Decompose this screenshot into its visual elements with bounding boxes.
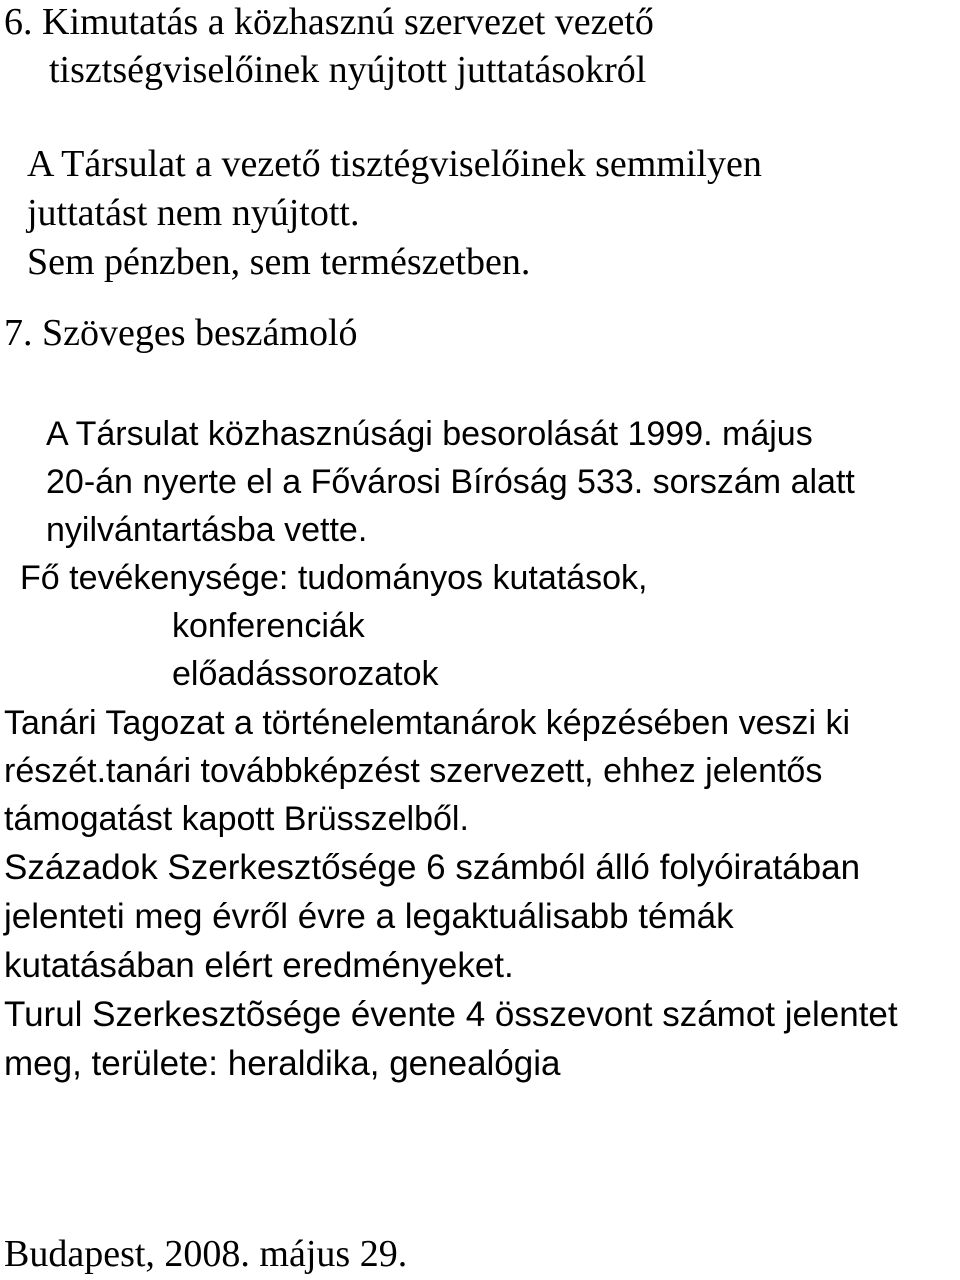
- main-activity-line: Fő tevékenysége: tudományos kutatások,: [20, 559, 648, 597]
- turul-line-2: meg, területe: heraldika, genealógia: [4, 1044, 561, 1083]
- activity-item-conferences: konferenciák: [172, 607, 365, 645]
- teachers-section-line-2: részét.tanári továbbképzést szervezett, ehhez jelentős: [4, 752, 823, 790]
- section-6-heading-line-2: tisztségviselőinek nyújtott juttatásokról: [49, 49, 647, 91]
- teachers-section-line-3: támogatást kapott Brüsszelből.: [4, 800, 469, 838]
- teachers-section-line-1: Tanári Tagozat a történelemtanárok képzésében veszi ki: [4, 704, 851, 742]
- section-6-body-line-2: juttatást nem nyújtott.: [27, 192, 360, 234]
- section-7-intro-line-1: A Társulat közhasznúsági besorolását 1999. május: [46, 415, 813, 453]
- place-and-date: Budapest, 2008. május 29.: [4, 1233, 408, 1275]
- section-6-heading-line-1: 6. Kimutatás a közhasznú szervezet vezető: [4, 1, 654, 43]
- section-7-intro-line-2: 20-án nyerte el a Fővárosi Bíróság 533. sorszám alatt: [46, 463, 855, 501]
- section-6-body-line-1: A Társulat a vezető tisztégviselőinek semmilyen: [27, 143, 762, 185]
- turul-line-1: Turul Szerkesztõsége évente 4 összevont számot jelentet: [4, 995, 898, 1034]
- section-7-intro-line-3: nyilvántartásba vette.: [46, 511, 368, 549]
- szazadok-line-3: kutatásában elért eredményeket.: [4, 946, 514, 985]
- szazadok-line-1: Századok Szerkesztősége 6 számból álló folyóiratában: [4, 848, 861, 887]
- szazadok-line-2: jelenteti meg évről évre a legaktuálisabb témák: [4, 897, 734, 936]
- section-7-heading: 7. Szöveges beszámoló: [4, 312, 358, 354]
- section-6-body-line-3: Sem pénzben, sem természetben.: [27, 241, 531, 283]
- activity-item-lecture-series: előadássorozatok: [172, 655, 439, 693]
